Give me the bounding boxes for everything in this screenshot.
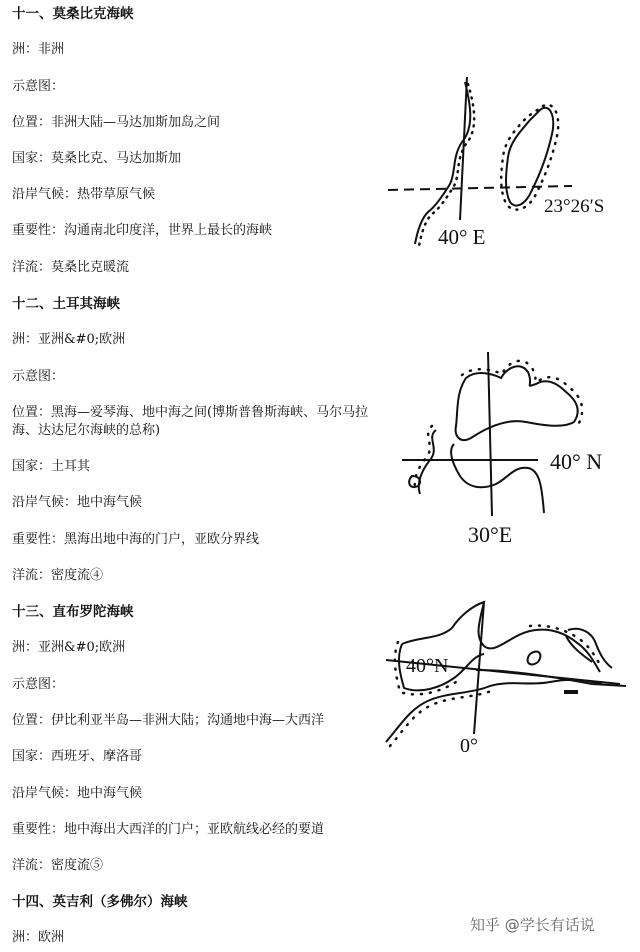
section-12-position-line-2: 海、达达尼尔海峡的总称): [12, 423, 161, 438]
section-11-position: 位置：非洲大陆—马达加斯加岛之间: [12, 115, 221, 130]
island: [528, 652, 541, 665]
section-14-continent: 洲：欧洲: [12, 930, 65, 945]
gibraltar-strait-map: [380, 596, 630, 756]
section-11-continent: 洲：非洲: [12, 42, 65, 57]
section-13-country: 国家：西班牙、摩洛哥: [12, 749, 143, 764]
latitude-label: 40°N: [406, 655, 449, 677]
section-12-continent: 洲：亚洲&#0;欧洲: [12, 332, 126, 347]
latitude-label: 40° N: [550, 449, 603, 474]
meridian-40e: [460, 77, 467, 220]
mozambique-strait-map: [380, 72, 620, 252]
section-11-importance: 重要性：沟通南北印度洋，世界上最长的海峡: [12, 223, 273, 238]
section-12-current: 洋流：密度流④: [12, 568, 104, 583]
black-sea-coast: [456, 366, 578, 440]
section-13-climate: 沿岸气候：地中海气候: [12, 786, 143, 801]
section-13-position: 位置：伊比利亚半岛—非洲大陆；沟通地中海—大西洋: [12, 713, 325, 728]
longitude-label: 30°E: [468, 522, 513, 547]
longitude-label: 40° E: [438, 225, 486, 249]
section-14-title: 十四、英吉利（多佛尔）海峡: [12, 894, 188, 910]
section-13-title: 十三、直布罗陀海峡: [12, 604, 134, 620]
section-13-diagram-label: 示意图：: [12, 677, 65, 692]
africa-north-coast: [386, 680, 602, 742]
section-11-diagram-label: 示意图：: [12, 79, 65, 94]
section-12-climate: 沿岸气候：地中海气候: [12, 495, 143, 510]
section-12-diagram-label: 示意图：: [12, 369, 65, 384]
longitude-label: 0°: [460, 735, 478, 756]
section-13-continent: 洲：亚洲&#0;欧洲: [12, 640, 126, 655]
section-11-current: 洋流：莫桑比克暖流: [12, 260, 130, 275]
section-11-climate: 沿岸气候：热带草原气候: [12, 187, 156, 202]
tropic-of-capricorn: [388, 186, 572, 190]
section-12-country: 国家：土耳其: [12, 459, 91, 474]
section-11-country: 国家：莫桑比克、马达加斯加: [12, 151, 182, 166]
latitude-label: 23°26′S: [544, 196, 605, 217]
section-11-title: 十一、莫桑比克海峡: [12, 6, 134, 22]
anatolia-coast: [451, 444, 544, 513]
section-12-title: 十二、土耳其海峡: [12, 296, 120, 312]
watermark: 知乎 @学长有话说: [470, 916, 595, 934]
madagascar-island: [506, 108, 553, 206]
section-13-importance: 重要性：地中海出大西洋的门户；亚欧航线必经的要道: [12, 822, 325, 837]
section-12-importance: 重要性：黑海出地中海的门户，亚欧分界线: [12, 532, 260, 547]
section-12-position-line-1: 位置：黑海—爱琴海、地中海之间(博斯普鲁斯海峡、马尔马拉: [12, 405, 369, 420]
balkan-coast: [419, 430, 436, 494]
section-13-current: 洋流：密度流⑤: [12, 858, 104, 873]
island-sicily: [564, 690, 578, 694]
meridian-30e: [488, 352, 492, 516]
turkish-straits-map: [396, 348, 626, 548]
